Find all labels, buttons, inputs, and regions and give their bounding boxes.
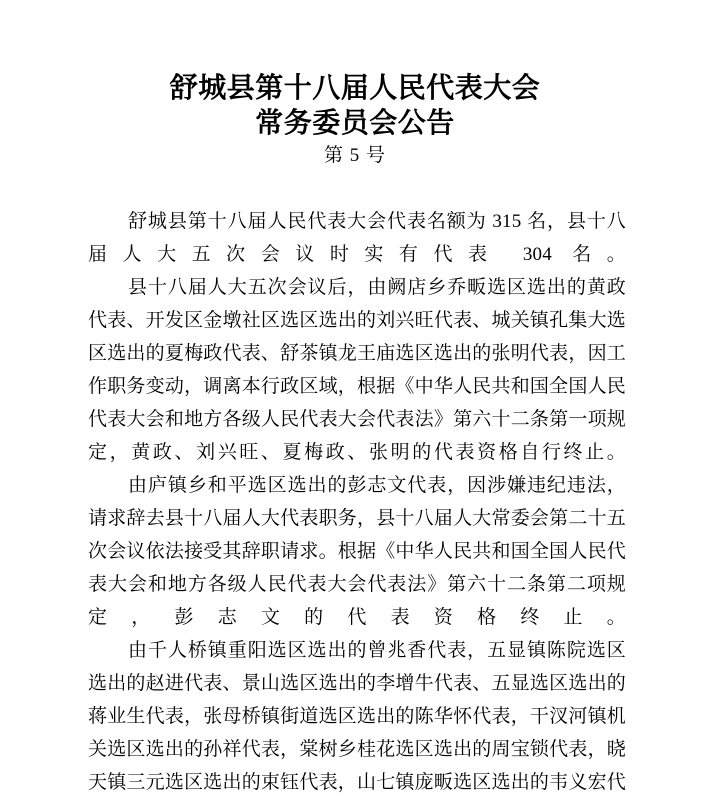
paragraph-1: 舒城县第十八届人民代表大会代表名额为 315 名，县十八届人大五次会议时实有代表 304 名。	[88, 211, 626, 265]
paragraph-4: 由千人桥镇重阳选区选出的曾兆香代表，五显镇陈院选区选出的赵进代表、景山选区选出的李增牛代表、五显选区选出的蒋业生代表，张母桥镇街道选区选出的陈华怀代表，干汊河镇机关选区选出的孙祥代表，棠树乡桂花选区选出的周宝锁代表，晓天镇三元选区选出的束钰代表，山七镇庞畈选区选出的韦义宏代	[88, 640, 626, 793]
paragraph-3: 由庐镇乡和平选区选出的彭志文代表，因涉嫌违纪违法，请求辞去县十八届人大代表职务，县十八届人大常委会第二十五次会议依法接受其辞职请求。根据《中华人民共和国全国人民代表大会和地方各级人民代表大会代表法》第六十二条第二项规定，彭志文的代表资格终止。	[88, 475, 626, 628]
page-title	[0, 70, 710, 140]
document-number: 第 5 号	[323, 145, 386, 166]
title-line-2: 常务委员会公告	[255, 106, 455, 139]
paragraph-2: 县十八届人大五次会议后，由阙店乡乔畈选区选出的黄政代表、开发区金墩社区选区选出的刘兴旺代表、城关镇孔集大选区选出的夏梅政代表、舒茶镇龙王庙选区选出的张明代表，因工作职务变动，调离本行政区域，根据《中华人民共和国全国人民代表大会和地方各级人民代表大会代表法》第六十二条第一项规定，黄政、刘兴旺、夏梅政、张明的代表资格自行终止。	[88, 277, 626, 463]
title-line-1: 舒城县第十八届人民代表大会	[169, 71, 541, 104]
document-body	[88, 205, 626, 799]
